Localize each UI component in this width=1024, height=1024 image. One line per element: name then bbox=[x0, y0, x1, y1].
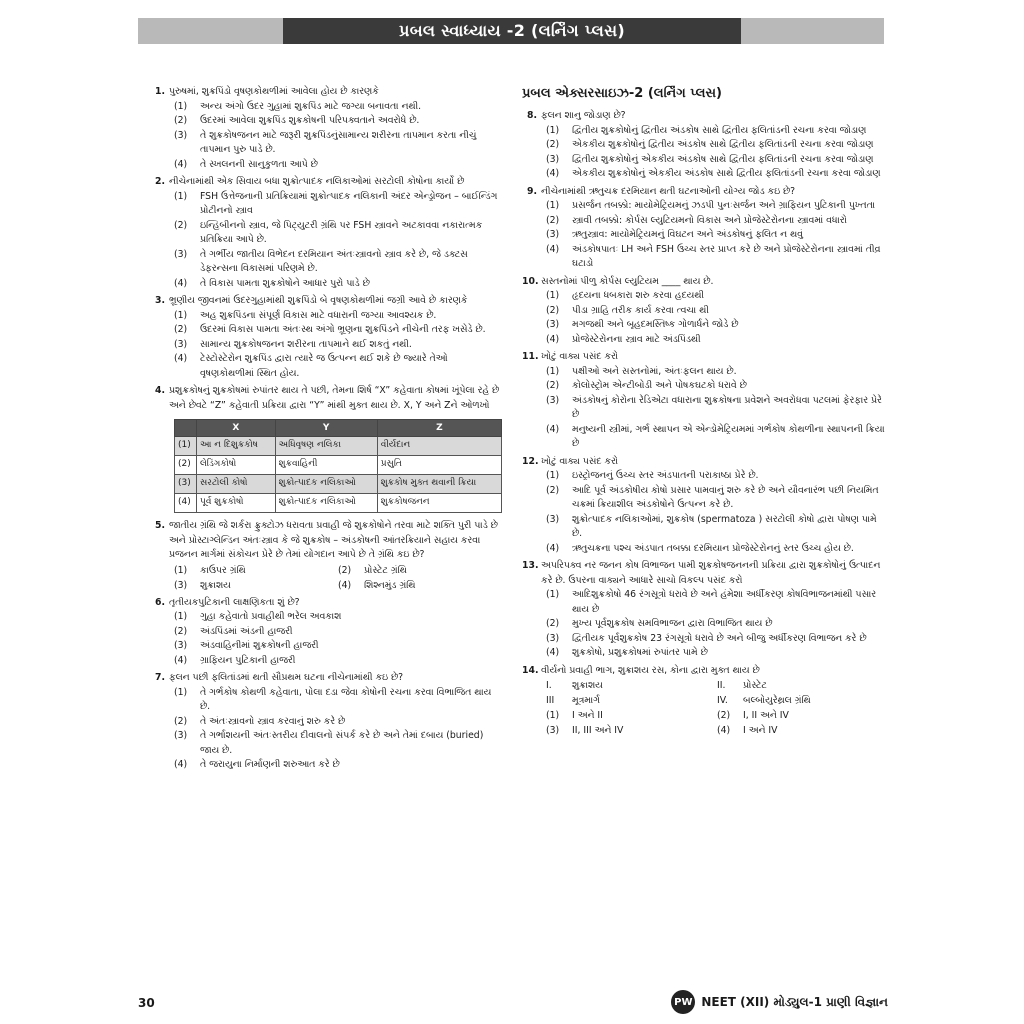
option-label: (3) bbox=[174, 338, 188, 350]
option-text: તે અંતઃસ્ત્રાવનો સ્ત્રાવ કરવાનું શરુ કરે છે bbox=[200, 715, 346, 727]
option-text: ગુહા કહેવાતો પ્રવાહીથી ભરેલ અવકાશ bbox=[200, 611, 342, 622]
option-text: કાઉપર ગ્રંથિ bbox=[200, 564, 246, 576]
table-row bbox=[175, 456, 502, 475]
option-label: (3) bbox=[546, 229, 560, 240]
item-row bbox=[522, 678, 888, 693]
option-text: તે ગર્ભીય જાતીય વિભેદન દરમિયાન અંતઃસ્ત્રાવનો સ્ત્રાવ કરે છે, જે ડક્ટસ ડેફરન્સના વિકાસમાં પરિણમે છે. bbox=[200, 248, 468, 274]
option-text: અંડવાહિનીમાં શુક્રકોષની હાજરી bbox=[200, 640, 319, 651]
page-title: પ્રબલ સ્વાધ્યાય -2 (લર્નિંગ પ્લસ) bbox=[283, 18, 741, 44]
option bbox=[150, 338, 502, 353]
option-label: (3) bbox=[546, 153, 560, 165]
list-item bbox=[717, 693, 888, 708]
option-text: તે ગર્ભાશયની અંતઃસ્તરીય દીવાલનો સંપર્ક કરે છે અને તેમાં દબાય (buried) જાય છે. bbox=[200, 730, 484, 756]
option-text: I અને II bbox=[572, 710, 603, 721]
option bbox=[150, 625, 502, 640]
option bbox=[522, 124, 888, 139]
option-label: (2) bbox=[546, 139, 560, 150]
option bbox=[522, 394, 888, 423]
option-label: (3) bbox=[546, 394, 560, 406]
option-label: (2) bbox=[546, 618, 560, 629]
table-row bbox=[175, 494, 502, 513]
option-text: મુખ્ય પૂર્વશુક્રકોષ સમવિભાજન દ્વારા વિભાજિત થાય છે bbox=[572, 618, 773, 629]
question-text: ભ્રૂણીય જીવનમાં ઉદરગુહામાંથી શુક્રપિંડો બે વૃષણકોથળીમાં જગ્રી આવે છે કારણકે bbox=[169, 295, 468, 306]
question-11 bbox=[522, 350, 888, 452]
option-text: તે વિકાસ પામતા શુક્રકોષોને આધાર પુરો પાડે છે bbox=[200, 277, 370, 289]
option-text: સામાન્ય શુક્રકોષજનન શરીરના તાપમાને થઈ શકતું નથી. bbox=[200, 338, 412, 350]
option-text: કોલોસ્ટ્રોમ એન્ટીબોડી અને પોષકઘટકો ધરાવે છે bbox=[572, 380, 747, 391]
question-text: ખોટું વાક્ય પસંદ કરો bbox=[541, 351, 619, 362]
question-text: પ્રશુક્રકોષનું શુક્રકોષમાં રુપાંતર થાય તે પછી, તેમના શિર્ષ “X” કહેવાતા કોષમાં ખૂંપેલા રહે છે અને છેવટે “Z” કહેવાતી પ્રક્રિયા દ્વારા “Y” માંથી મુક્ત થાય છે. X, Y અને Zને ઓળખો bbox=[169, 385, 500, 411]
option-label: (1) bbox=[174, 190, 188, 202]
question-text: નીચેનામાંથી ઋતુચક્ર દરમિયાન થતી ઘટનાઓની યોગ્ય જોડ કઇ છે? bbox=[541, 185, 796, 197]
question-number: 6. bbox=[154, 596, 165, 608]
option-text: FSH ઉત્તેજનાની પ્રતિક્રિયામાં શુક્રોત્પાદક નલિકાની અંદર એન્ડ્રોજન – બાઈન્ડિંગ પ્રોટીનનો સ્ત્રાવ bbox=[200, 190, 498, 216]
left-column bbox=[150, 85, 502, 776]
option-text: શુક્રાશય bbox=[200, 579, 231, 591]
question-13 bbox=[522, 559, 888, 661]
option bbox=[717, 708, 888, 723]
table-cell: લેડિંગકોષો bbox=[197, 456, 276, 475]
question-text: તૃતીયકપુટિકાની લાક્ષણિકતા શું છે? bbox=[169, 596, 300, 608]
question-number: 13. bbox=[522, 560, 539, 571]
option bbox=[150, 158, 502, 173]
table-cell: શુક્રવાહિની bbox=[275, 456, 377, 475]
option-label: (3) bbox=[546, 725, 560, 736]
table-row bbox=[175, 437, 502, 456]
list-item bbox=[546, 678, 717, 693]
option bbox=[150, 758, 502, 773]
option-text: ગ્રાફિયન પુટિકાની હાજરી bbox=[200, 654, 296, 666]
option bbox=[522, 365, 888, 380]
option bbox=[522, 304, 888, 319]
option bbox=[150, 100, 502, 115]
option-label: (2) bbox=[717, 710, 731, 721]
question-number: 12. bbox=[522, 455, 539, 467]
option-text: ઋતુસ્ત્રાવ: માયોમેટ્રિયમનું વિઘટન અને અંડકોષનું ફલિત ન થવું bbox=[572, 229, 803, 240]
option bbox=[522, 199, 888, 214]
question-number: 4. bbox=[154, 385, 165, 396]
option-label: (1) bbox=[174, 564, 188, 576]
option bbox=[150, 352, 502, 381]
option bbox=[522, 632, 888, 647]
option-label: (2) bbox=[546, 214, 560, 226]
option-label: (4) bbox=[174, 277, 188, 289]
table-cell: પૂર્વ શુક્રકોષો bbox=[197, 494, 276, 513]
option-text: પીડા ગ્રાહિ તરીક કાર્ય કરવા ત્વચા થી bbox=[572, 304, 709, 316]
option bbox=[522, 617, 888, 632]
question-number: 10. bbox=[522, 275, 539, 287]
item-row bbox=[522, 693, 888, 708]
option-label: (2) bbox=[174, 219, 188, 231]
item-label: IV. bbox=[717, 695, 728, 706]
option-text: ટેસ્ટોસ્ટેરોન શુક્રપિંડ દ્વારા ત્યારે જ ઉત્પન્ન થઈ શકે છે જ્યારે તેઓ વૃષણકોથળીમાં સ્થિત હોય. bbox=[200, 353, 448, 379]
option bbox=[338, 578, 502, 593]
question-text: પુરુષમાં, શુક્રપિંડો વૃષણકોથળીમાં આવેલા હોય છે કારણકે bbox=[169, 86, 379, 97]
item-label: I. bbox=[546, 680, 552, 691]
question-8 bbox=[522, 109, 888, 182]
table-cell: (2) bbox=[175, 456, 197, 475]
question-number: 2. bbox=[154, 176, 165, 187]
pw-logo-icon: PW bbox=[671, 990, 695, 1014]
option-row bbox=[522, 708, 888, 723]
option-text: અંડકોષપાતઃ LH અને FSH ઉચ્ચ સ્તર પ્રાપ્ત કરે છે અને પ્રોજેસ્ટેરોનના સ્ત્રાવમાં તીવ્ર ઘટાડો bbox=[572, 243, 881, 269]
option bbox=[522, 513, 888, 542]
option-text: II, III અને IV bbox=[572, 725, 624, 736]
option bbox=[150, 639, 502, 654]
option bbox=[522, 333, 888, 348]
option-text: દ્વિતીય શુક્રકોષોનું દ્વિતીય અંડકોષ સાથે દ્વિતીય ફલિતાંડની રચના કરવા જોડાણ bbox=[572, 124, 867, 136]
option-text: પ્રોજેસ્ટેરોનના સ્ત્રાવ માટે અંડપિંડથી bbox=[572, 333, 701, 345]
item-text: પ્રોસ્ટેટ bbox=[743, 680, 767, 691]
option-text: અહ શુક્રપિંડના સંપૂર્ણ વિકાસ માટે વધારાની જગ્યા આવશ્યક છે. bbox=[200, 309, 437, 321]
item-label: III bbox=[546, 695, 555, 706]
table-cell: (4) bbox=[175, 494, 197, 513]
option bbox=[522, 228, 888, 243]
question-number: 9. bbox=[526, 185, 537, 197]
question-text: નીચેનામાંથી એક સિવાય બધા શુક્રોત્પાદક નલિકાઓમાં સરટોલી કોષોના કાર્યો છે bbox=[169, 176, 465, 187]
question-text: જાતીય ગ્રંથિ જે શર્કરા ફ્રુક્ટોઝ ધરાવતા પ્રવાહી જે શુક્રકોષોને તરવા માટે શક્તિ પુરી પાડે છે અને પ્રોસ્ટાગ્લેન્ડિન અંતઃસ્ત્રાવ કે જે શુક્રકોષ – અંડકોષની આંતરક્રિયાને સહાય કરવા પ્રજનન માર્ગમાં સંકોચન પ્રેરે છે તેમાં યોગદાન આપે છે તે ગ્રંથિ કઇ છે? bbox=[169, 520, 498, 560]
option bbox=[522, 542, 888, 557]
option bbox=[522, 318, 888, 333]
option-label: (4) bbox=[174, 654, 188, 666]
option-text: પ્રસર્જન તબક્કો: માયોમેટ્રિયમનું ઝડપી પુનઃસર્જન અને ગ્રાફિયન પુટિકાની પુખ્તતા bbox=[572, 200, 876, 211]
question-6 bbox=[150, 596, 502, 669]
question-14 bbox=[522, 664, 888, 739]
question-number: 8. bbox=[526, 110, 537, 121]
option bbox=[150, 309, 502, 324]
option-text: દ્વિતીય શુક્રકોષોનું એકકીય અંડકોષ સાથે દ્વિતીય ફલિતાંડની રચના કરવા જોડાણ bbox=[572, 153, 874, 165]
table-cell: વીર્યદાન bbox=[377, 437, 501, 456]
table-cell: પ્રસુતિ bbox=[377, 456, 501, 475]
table-cell: સરટોલી કોષો bbox=[197, 475, 276, 494]
item-text: મૂત્રમાર્ગ bbox=[572, 695, 600, 706]
option bbox=[522, 469, 888, 484]
option bbox=[150, 610, 502, 625]
option bbox=[150, 323, 502, 338]
item-text: શુક્રાશય bbox=[572, 680, 603, 691]
option-label: (4) bbox=[174, 353, 188, 364]
table-header-row bbox=[175, 420, 502, 437]
option bbox=[150, 729, 502, 758]
table-header bbox=[175, 420, 197, 437]
option-label: (4) bbox=[717, 725, 731, 736]
option-text: ઇન્હિબીનનો સ્ત્રાવ, જે પિટ્યુટરી ગ્રંથિ પર FSH સ્ત્રાવને અટકાવવા નકારાત્મક પ્રતિક્રિયા આપે છે. bbox=[200, 219, 483, 245]
option-label: (1) bbox=[546, 124, 560, 136]
option bbox=[150, 277, 502, 292]
option bbox=[522, 588, 888, 617]
table-cell: અધિવૃષણ નલિકા bbox=[275, 437, 377, 456]
option-text: અંડપિંડમાં અંડની હાજરી bbox=[200, 625, 293, 637]
option-label: (3) bbox=[174, 248, 188, 260]
match-table bbox=[174, 419, 502, 513]
option bbox=[522, 289, 888, 304]
option-label: (1) bbox=[546, 589, 560, 600]
option-label: (1) bbox=[546, 365, 560, 377]
question-12 bbox=[522, 455, 888, 557]
option-label: (1) bbox=[546, 200, 560, 211]
option-label: (1) bbox=[546, 470, 560, 481]
table-header: Y bbox=[275, 420, 377, 437]
option bbox=[522, 243, 888, 272]
option-label: (3) bbox=[174, 640, 188, 651]
option-text: તે ગર્ભકોષ કોથળી કહેવાતા, પોલા દડા જેવા કોષોની રચના કરવા વિભાજિત થાય છે. bbox=[200, 686, 492, 712]
question-3 bbox=[150, 294, 502, 381]
option bbox=[150, 654, 502, 669]
option bbox=[338, 563, 502, 578]
list-item bbox=[546, 693, 717, 708]
option bbox=[522, 423, 888, 452]
option-text: આદિ પૂર્વ અંડકોષીય કોષો પ્રસાર પામવાનું શરુ કરે છે અને યૌવનારંભ પછી નિયમિત ચક્રમાં ક્રિયાશીલ અંડકોષોને ઉત્પન્ન કરે છે. bbox=[572, 484, 879, 510]
option-text: I અને IV bbox=[743, 725, 778, 736]
option-label: (3) bbox=[546, 632, 560, 644]
page-number: 30 bbox=[138, 996, 155, 1010]
item-text: બલ્બોયુરેથ્રલ ગ્રંથિ bbox=[743, 695, 811, 706]
option-text: પ્રોસ્ટેટ ગ્રંથિ bbox=[364, 564, 407, 576]
option-label: (2) bbox=[546, 484, 560, 496]
option-label: (2) bbox=[338, 564, 352, 576]
table-header: Z bbox=[377, 420, 501, 437]
option bbox=[522, 379, 888, 394]
footer-title: NEET (XII) મોડ્યુલ-1 પ્રાણી વિજ્ઞાન bbox=[701, 994, 888, 1009]
option-label: (4) bbox=[546, 168, 560, 179]
option bbox=[150, 114, 502, 129]
option bbox=[522, 153, 888, 168]
option-label: (2) bbox=[174, 324, 188, 335]
question-9 bbox=[522, 185, 888, 272]
option-text: મનુષ્યની સ્ત્રીમાં, ગર્ભ સ્થાપન એ એન્ડોમેટ્રિયમમાં ગર્ભકોષ કોથળીના સ્થાપનની ક્રિયા છે bbox=[572, 423, 885, 449]
question-number: 7. bbox=[154, 672, 165, 683]
option-text: I, II અને IV bbox=[743, 710, 789, 721]
option-row bbox=[150, 563, 502, 578]
option-text: અંડકોષનું કોરોના રેડિએટા વધારાના શુક્રકોષના પ્રવેશને અવરોધવા પટલમાં ફેરફાર પ્રેરે છે bbox=[572, 394, 882, 420]
item-label: II. bbox=[717, 680, 726, 691]
option bbox=[546, 708, 717, 723]
option bbox=[522, 138, 888, 153]
option bbox=[546, 723, 717, 738]
table-cell: શુક્રોત્પાદક નલિકાઓ bbox=[275, 475, 377, 494]
question-number: 11. bbox=[522, 351, 539, 362]
option-text: દ્વિતીયક પૂર્વશુક્રકોષ 23 રંગસૂત્રો ધરાવે છે અને બીજુ અર્ધીકરણ વિભાજન કરે છે bbox=[572, 632, 867, 644]
question-text: ફલન પછી ફલિતાંડમાં થતી સૌપ્રથમ ઘટના નીચેનામાંથી કઇ છે? bbox=[169, 672, 404, 683]
table-cell: શુક્રોત્પાદક નલિકાઓ bbox=[275, 494, 377, 513]
question-number: 14. bbox=[522, 664, 539, 676]
question-number: 3. bbox=[154, 295, 165, 306]
question-5 bbox=[150, 519, 502, 593]
list-item bbox=[717, 678, 888, 693]
option-label: (4) bbox=[546, 333, 560, 345]
table-header: X bbox=[197, 420, 276, 437]
option-label: (4) bbox=[174, 158, 188, 170]
option-text: ઉદરમાં વિકાસ પામતા અંતઃસ્થ અંગો ભ્રૂણના શુક્રપિંડને નીચેની તરફ ખસેડે છે. bbox=[200, 324, 486, 335]
option bbox=[150, 715, 502, 730]
option-label: (3) bbox=[174, 129, 188, 141]
option-label: (4) bbox=[546, 542, 560, 554]
option-label: (1) bbox=[174, 100, 188, 112]
table-cell: (1) bbox=[175, 437, 197, 456]
right-column bbox=[522, 85, 888, 741]
option-text: શુક્રકોષો, પ્રશુક્રકોષમાં રુપાંતર પામે છે bbox=[572, 647, 708, 658]
option bbox=[522, 484, 888, 513]
option-label: (1) bbox=[174, 309, 188, 321]
option-text: આદિશુક્રકોષો 46 રંગસૂત્રો ધરાવે છે અને હંમેશા અર્ધીકરણ કોષવિભાજનમાંથી પસાર થાય છે bbox=[572, 589, 877, 615]
option bbox=[150, 219, 502, 248]
question-number: 5. bbox=[154, 520, 165, 531]
option-text: અન્ય અંગો ઉદર ગુહામાં શુક્રપિંડ માટે જગ્યા બનાવતા નથી. bbox=[200, 100, 422, 112]
option-label: (2) bbox=[174, 115, 188, 126]
table-cell: (3) bbox=[175, 475, 197, 494]
option-label: (2) bbox=[546, 380, 560, 391]
option-label: (2) bbox=[546, 304, 560, 316]
option-text: તે શુક્રકોષજનન માટે જરૂરી શુક્રપિંડનુંસામાન્ય શરીરના તાપમાન કરતા નીચું તાપમાન પુરુ પાડે છે. bbox=[200, 129, 477, 155]
option-text: શિશ્નમુંડ ગ્રંથિ bbox=[364, 579, 416, 591]
question-text: અપરિપક્વ નર જનન કોષ વિભાજન પામી શુક્રકોષજનનની પ્રક્રિયા દ્વારા શુક્રકોષોનું ઉત્પાદન કરે છે. ઉપરના વાક્યને આધારે સાચો વિકલ્પ પસંદ કરો bbox=[541, 560, 881, 586]
table-row bbox=[175, 475, 502, 494]
option bbox=[717, 723, 888, 738]
option-text: તે સ્ખલનની સાનુકુળતા આપે છે bbox=[200, 158, 318, 170]
option-label: (4) bbox=[546, 423, 560, 435]
option-row bbox=[522, 723, 888, 738]
option-label: (4) bbox=[546, 647, 560, 658]
question-1 bbox=[150, 85, 502, 172]
option-label: (3) bbox=[546, 513, 560, 525]
table-cell: આ ન દિશુક્રકોષ bbox=[197, 437, 276, 456]
option bbox=[522, 214, 888, 229]
question-text: ખોટું વાક્ય પસંદ કરો bbox=[541, 455, 619, 467]
option-text: મગજથી અને બૃહદમસ્તિષ્ક ગોળાર્ધને જોડે છે bbox=[572, 319, 739, 330]
option-row bbox=[150, 578, 502, 593]
option-label: (4) bbox=[174, 759, 188, 770]
table-cell: શુક્રકોષજનન bbox=[377, 494, 501, 513]
option-label: (1) bbox=[174, 686, 188, 698]
table-cell: શુક્રકોષ મુક્ત થવાની ક્રિયા bbox=[377, 475, 501, 494]
question-2 bbox=[150, 175, 502, 291]
option-text: શુક્રોત્પાદક નલિકાઓમાં, શુક્રકોષ (spermatoza ) સરટોલી કોષો દ્વારા પોષણ પામે છે. bbox=[572, 513, 877, 539]
option-text: હૃદયના ધબકારા શરુ કરવા હદયથી bbox=[572, 290, 705, 301]
option-label: (4) bbox=[546, 243, 560, 255]
option-text: ઇસ્ટ્રોજનનું ઉચ્ચ સ્તર અંડપાતની પરાકાષ્ઠા પ્રેરે છે. bbox=[572, 470, 759, 481]
option bbox=[174, 578, 338, 593]
option-label: (3) bbox=[174, 730, 188, 741]
option bbox=[150, 129, 502, 158]
section-title: પ્રબલ એક્સરસાઇઝ-2 (લર્નિંગ પ્લસ) bbox=[522, 86, 722, 101]
option-text: પક્ષીઓ અને સસ્તનોમાં, અંતઃફલન થાય છે. bbox=[572, 365, 737, 377]
option-text: તે જરાયુના નિર્માણની શરુઆત કરે છે bbox=[200, 759, 340, 770]
option-label: (1) bbox=[546, 290, 560, 301]
option-label: (3) bbox=[546, 319, 560, 330]
question-number: 1. bbox=[154, 86, 165, 97]
option-label: (2) bbox=[174, 715, 188, 727]
option bbox=[522, 167, 888, 182]
option-text: ઉદરમાં આવેલા શુક્રપિંડ શુક્રકોષની પરિપક્વતાને અવરોધે છે. bbox=[200, 115, 420, 126]
question-10 bbox=[522, 275, 888, 348]
option bbox=[522, 646, 888, 661]
option-text: ઋતુચક્રના પશ્ચ અંડપાત તબક્કા દરમિયાન પ્રોજેસ્ટેરોનનું સ્તર ઉચ્ચ હોય છે. bbox=[572, 542, 854, 554]
option-text: એકકીય શુક્રકોષોનું દ્વિતીય અંડકોષ સાથે દ્વિતીય ફલિતાંડની રચના કરવા જોડાણ bbox=[572, 139, 874, 150]
question-text: સસ્તનોમાં પીળુ કોર્પસ લ્યુટિયમ ____ થાય છે. bbox=[541, 275, 714, 287]
question-text: ફલન શાનુ જોડાણ છે? bbox=[541, 110, 626, 121]
option bbox=[150, 686, 502, 715]
option-label: (4) bbox=[338, 579, 352, 591]
option bbox=[150, 190, 502, 219]
question-7 bbox=[150, 671, 502, 773]
option-label: (1) bbox=[174, 611, 188, 622]
option-text: એકકીય શુક્રકોષોનું એકકીય અંડકોષ સાથે દ્વિતીય ફલિતાંડની રચના કરવા જોડાણ bbox=[572, 168, 881, 179]
option-label: (2) bbox=[174, 625, 188, 637]
option-text: સ્ત્રાવી તબક્કો: કોર્પસ લ્યુટિયમનો વિકાસ અને પ્રોજેસ્ટેરોનના સ્ત્રાવમાં વધારો bbox=[572, 214, 847, 226]
option-label: (1) bbox=[546, 710, 560, 721]
footer-branding bbox=[671, 990, 888, 1014]
option-label: (3) bbox=[174, 579, 188, 591]
question-text: વીર્યનો પ્રવાહી ભાગ, શુક્રાશય રસ, કોના દ્વારા મુક્ત થાય છે bbox=[541, 664, 760, 676]
option bbox=[150, 248, 502, 277]
question-4 bbox=[150, 384, 502, 513]
option bbox=[174, 563, 338, 578]
